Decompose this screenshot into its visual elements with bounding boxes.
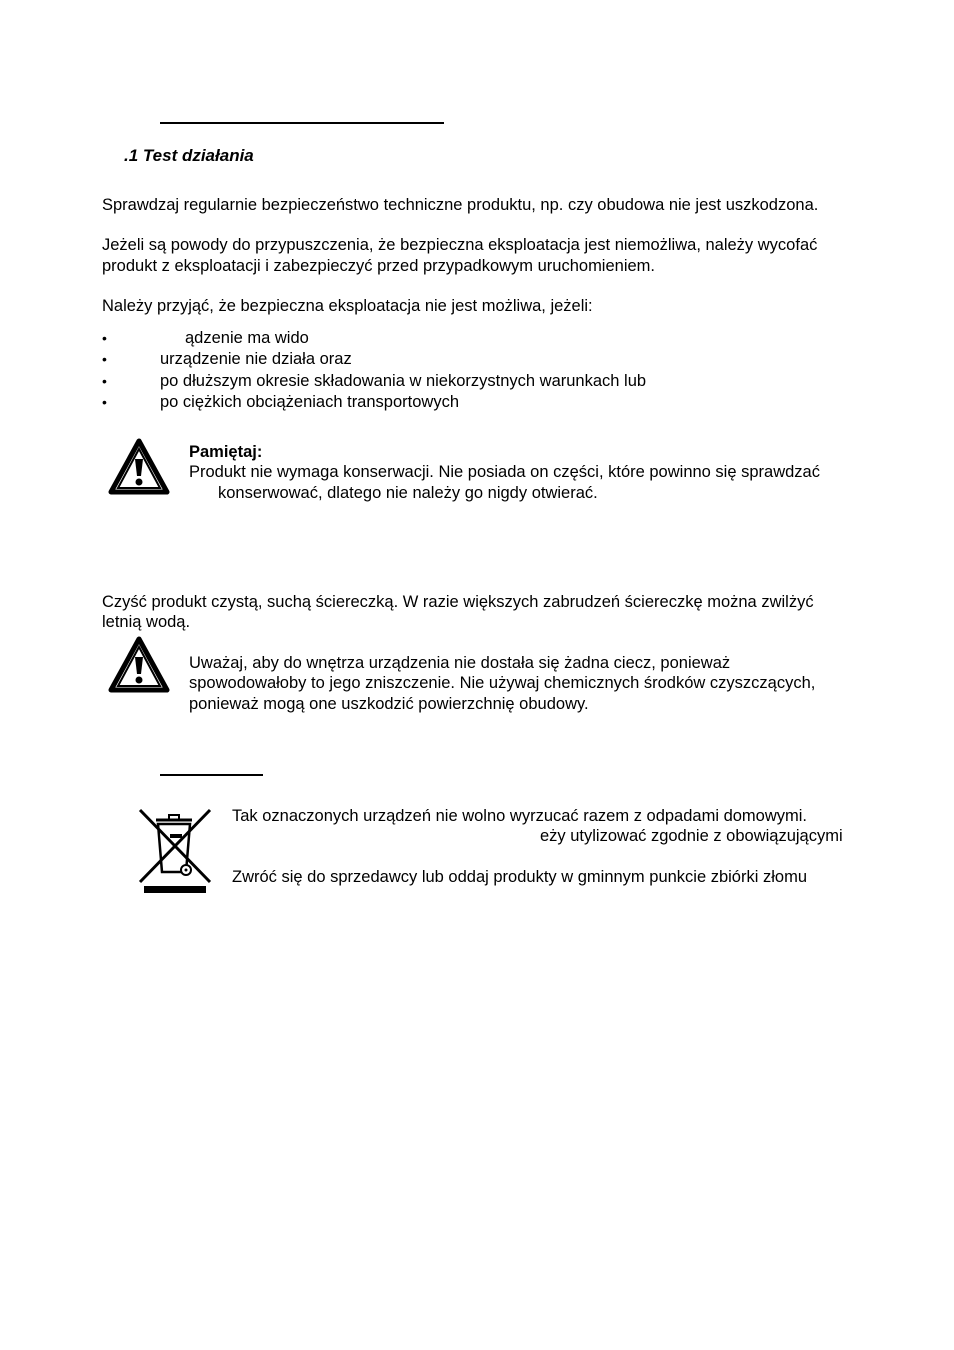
liquid-warning-line-2: spowodowałoby to jego zniszczenie. Nie używaj chemicznych środków czyszczących, bbox=[189, 674, 816, 692]
bullet-marker: • bbox=[102, 351, 107, 367]
warning-triangle-icon bbox=[108, 636, 170, 694]
condition-item-2: urządzenie nie działa oraz bbox=[160, 350, 352, 368]
maintenance-note-line-2: konserwować, dlatego nie należy go nigdy otwierać. bbox=[218, 484, 598, 502]
warning-triangle-icon bbox=[108, 438, 170, 496]
maintenance-note-line-1: Produkt nie wymaga konserwacji. Nie posiada on części, które powinno się sprawdzać bbox=[189, 463, 820, 481]
disposal-line-1: Tak oznaczonych urządzeń nie wolno wyrzucać razem z odpadami domowymi. bbox=[232, 807, 808, 825]
heading-underline bbox=[160, 122, 444, 124]
disposal-heading-underline bbox=[160, 774, 263, 776]
disposal-line-2: eży utylizować zgodnie z obowiązującymi bbox=[540, 827, 843, 845]
condition-item-3: po dłuższym okresie składowania w niekorzystnych warunkach lub bbox=[160, 372, 647, 390]
crossed-out-wheelie-bin-icon bbox=[136, 806, 214, 896]
withdraw-line-2: produkt z eksploatacji i zabezpieczyć przed przypadkowym uruchomieniem. bbox=[102, 257, 655, 275]
cleaning-line-1: Czyść produkt czystą, suchą ściereczką. W razie większych zabrudzeń ściereczkę można zwilżyć bbox=[102, 593, 814, 611]
bullet-marker: • bbox=[102, 373, 107, 389]
liquid-warning-line-1: Uważaj, aby do wnętrza urządzenia nie dostała się żadna ciecz, ponieważ bbox=[189, 654, 731, 672]
bullet-marker: • bbox=[102, 394, 107, 410]
section-heading: .1 Test działania bbox=[124, 146, 254, 165]
safety-check-text: Sprawdzaj regularnie bezpieczeństwo techniczne produktu, np. czy obudowa nie jest uszkodzona. bbox=[102, 196, 819, 214]
maintenance-note-title: Pamiętaj: bbox=[189, 443, 263, 461]
bullet-marker: • bbox=[102, 330, 107, 346]
disposal-line-3: Zwróć się do sprzedawcy lub oddaj produkty w gminnym punkcie zbiórki złomu bbox=[232, 868, 807, 886]
cleaning-line-2: letnią wodą. bbox=[102, 613, 191, 631]
liquid-warning-line-3: ponieważ mogą one uszkodzić powierzchnię obudowy. bbox=[189, 695, 589, 713]
withdraw-line-1: Jeżeli są powody do przypuszczenia, że bezpieczna eksploatacja jest niemożliwa, należy wycofać bbox=[102, 236, 818, 254]
condition-item-4: po ciężkich obciążeniach transportowych bbox=[160, 393, 459, 411]
conditions-intro: Należy przyjąć, że bezpieczna eksploatacja nie jest możliwa, jeżeli: bbox=[102, 297, 593, 315]
condition-item-1: ądzenie ma wido bbox=[185, 329, 309, 347]
